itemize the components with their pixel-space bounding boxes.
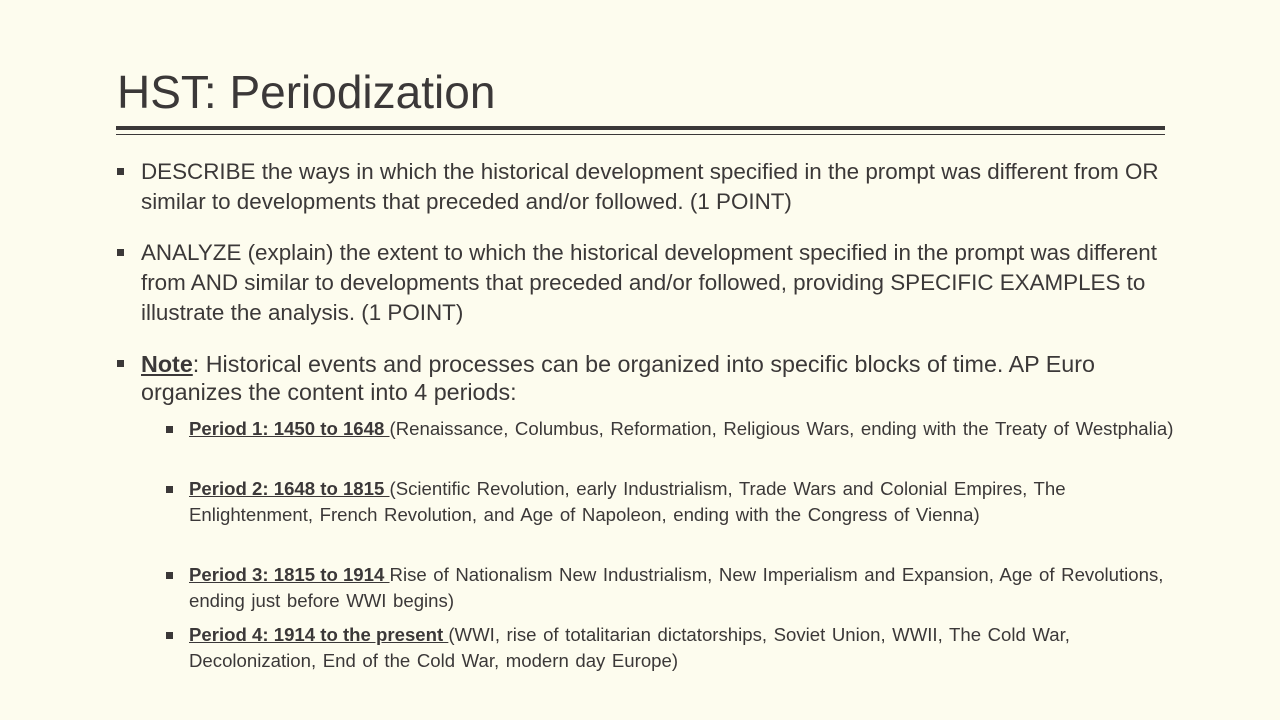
note-text: : Historical events and processes can be organized into specific blocks of time. AP Euro organizes the content into 4 periods:: [141, 351, 1095, 405]
period-item-1: [189, 416, 1179, 442]
period-description: Rise of Nationalism New Industrialism, New Imperialism and Expansion, Age of Revolutions, ending just before WWI begins): [189, 564, 1164, 611]
square-bullet-icon: [117, 249, 124, 256]
bullet-describe: DESCRIBE the ways in which the historical development specified in the prompt was different from OR similar to developments that preceded and/or followed. (1 POINT): [141, 159, 1159, 214]
title-divider-thin: [116, 134, 1165, 135]
square-bullet-icon: [166, 572, 173, 579]
period-item-3: [189, 562, 1179, 614]
bullet-note: [141, 350, 1171, 406]
period-label: Period 3: 1815 to 1914: [189, 564, 390, 585]
period-label: Period 4: 1914 to the present: [189, 624, 449, 645]
period-item-2: [189, 476, 1179, 528]
period-label: Period 1: 1450 to 1648: [189, 418, 390, 439]
square-bullet-icon: [166, 486, 173, 493]
square-bullet-icon: [117, 360, 124, 367]
period-label: Period 2: 1648 to 1815: [189, 478, 390, 499]
square-bullet-icon: [166, 426, 173, 433]
note-label: Note: [141, 351, 193, 377]
slide-title: HST: Periodization: [117, 66, 496, 118]
period-description: (WWI, rise of totalitarian dictatorships, Soviet Union, WWII, The Cold War, Decolonization, End of the Cold War, modern day Europe): [189, 624, 1070, 671]
period-item-4: [189, 622, 1179, 674]
period-description: (Renaissance, Columbus, Reformation, Religious Wars, ending with the Treaty of Westphalia): [389, 418, 1174, 439]
period-description: (Scientific Revolution, early Industrialism, Trade Wars and Colonial Empires, The Enlightenment, French Revolution, and Age of Napoleon, ending with the Congress of Vienna): [189, 478, 1066, 525]
square-bullet-icon: [166, 632, 173, 639]
title-divider-thick: [116, 126, 1165, 130]
square-bullet-icon: [117, 168, 124, 175]
bullet-analyze: ANALYZE (explain) the extent to which the historical development specified in the prompt was different from AND similar to developments that preceded and/or followed, providing SPECIFIC EXAMPLES to illustrate the analysis. (1 POINT): [141, 240, 1157, 325]
